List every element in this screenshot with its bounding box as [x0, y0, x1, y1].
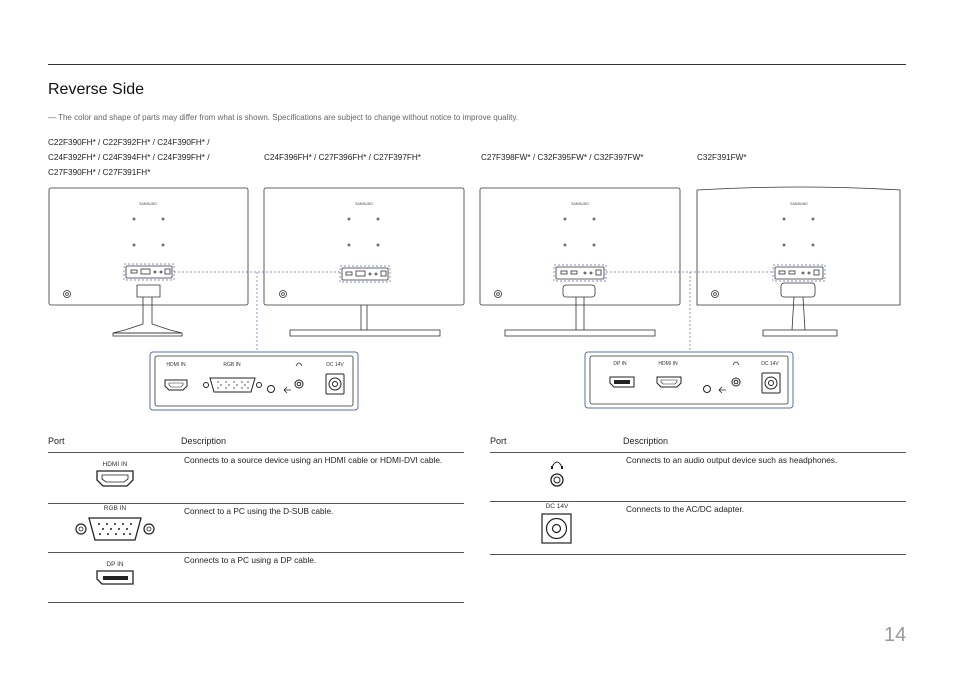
panel-label-dp: DP IN [613, 361, 627, 367]
port-label: DC 14V [545, 503, 569, 510]
table-row [48, 553, 464, 601]
model-line: C22F390FH* / C22F392FH* / C24F390FH* / [48, 138, 210, 147]
monitor-rear-2 [264, 188, 464, 336]
page-number: 14 [884, 624, 907, 646]
panel-label-dc: DC 14V [761, 361, 779, 367]
port-panel-left [150, 352, 358, 410]
table-left-port-header: Port [48, 436, 65, 446]
monitor-rear-3 [480, 188, 680, 336]
port-description: Connects to a PC using a DP cable. [184, 555, 317, 565]
port-label: HDMI IN [102, 461, 128, 468]
monitor-rear-1 [49, 188, 248, 336]
monitor-logo: SAMSUNG [139, 202, 157, 206]
model-line: C24F396FH* / C27F396FH* / C27F397FH* [264, 153, 421, 162]
headphone-jack-icon [546, 457, 568, 489]
table-row [490, 453, 906, 501]
model-line: C27F398FW* / C32F395FW* / C32F397FW* [481, 153, 644, 162]
port-description: Connects to an audio output device such as headphones. [626, 455, 838, 465]
table-left-description-header: Description [181, 436, 227, 446]
panel-label-rgb: RGB IN [223, 362, 241, 368]
table-rule [48, 602, 464, 603]
table-right-description-header: Description [623, 436, 669, 446]
page-title: Reverse Side [48, 81, 145, 98]
note-text: The color and shape of parts may differ from what is shown. Specifications are subject to change without notice to improve quality. [58, 113, 519, 122]
table-right-port-header: Port [490, 436, 507, 446]
displayport-icon [95, 569, 135, 587]
monitor-logo: SAMSUNG [790, 202, 808, 206]
note-mark: ― [48, 113, 56, 122]
dc-power-port-icon [541, 513, 573, 545]
port-label: DP IN [106, 561, 124, 568]
port-panel-right [585, 352, 793, 408]
hdmi-port-icon [95, 469, 135, 489]
monitor-rear-4 [697, 187, 900, 336]
panel-label-hdmi: HDMI IN [166, 362, 186, 368]
port-label: RGB IN [103, 505, 127, 512]
vga-port-icon [73, 515, 157, 543]
table-rule [490, 554, 906, 555]
monitor-logo: SAMSUNG [355, 202, 373, 206]
table-row [48, 504, 464, 552]
panel-label-hdmi: HDMI IN [658, 361, 678, 367]
port-description: Connect to a PC using the D-SUB cable. [184, 506, 334, 516]
port-description: Connects to the AC/DC adapter. [626, 504, 745, 514]
table-row [490, 502, 906, 554]
model-line: C32F391FW* [697, 153, 747, 162]
port-description: Connects to a source device using an HDMI cable or HDMI-DVI cable. [184, 455, 443, 465]
panel-label-dc: DC 14V [326, 362, 344, 368]
model-line: C27F390FH* / C27F391FH* [48, 168, 151, 177]
table-row [48, 453, 464, 503]
model-line: C24F392FH* / C24F394FH* / C24F399FH* / [48, 153, 210, 162]
monitor-logo: SAMSUNG [571, 202, 589, 206]
